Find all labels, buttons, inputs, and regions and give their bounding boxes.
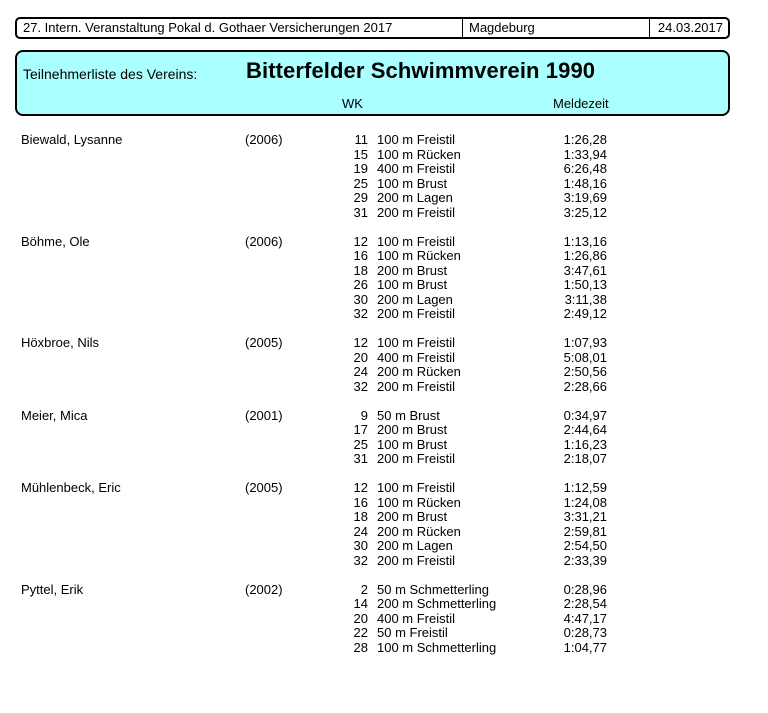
entry-event: 200 m Brust xyxy=(377,262,448,278)
entry-event: 200 m Freistil xyxy=(377,552,456,568)
entry-wk-number: 14 xyxy=(353,596,368,611)
entry-event: 200 m Rücken xyxy=(377,523,461,539)
entry-row xyxy=(0,249,768,264)
entry-wk-number: 2 xyxy=(360,581,368,597)
entry-meldezeit: 1:26,28 xyxy=(563,132,607,147)
entry-row xyxy=(0,264,768,279)
entry-wk-number: 28 xyxy=(353,639,368,655)
entry-wk-number: 17 xyxy=(353,422,368,437)
entry-event: 100 m Rücken xyxy=(377,494,461,510)
athlete-list xyxy=(0,133,768,670)
entry-event: 50 m Brust xyxy=(377,407,440,423)
entry-event: 50 m Freistil xyxy=(377,625,448,640)
entry-event: 100 m Rücken xyxy=(377,248,461,263)
entry-wk-number: 22 xyxy=(353,625,368,640)
entry-event: 200 m Brust xyxy=(377,509,448,524)
column-header-wk: WK xyxy=(342,96,363,111)
entry-row xyxy=(0,583,768,598)
entry-wk-number: 26 xyxy=(353,277,368,292)
entry-wk-number: 12 xyxy=(353,480,368,495)
entry-row xyxy=(0,206,768,221)
entry-event: 200 m Lagen xyxy=(377,291,453,307)
entry-row xyxy=(0,307,768,322)
entry-meldezeit: 1:33,94 xyxy=(563,146,607,162)
entry-meldezeit: 3:19,69 xyxy=(563,190,607,205)
entry-event: 200 m Freistil xyxy=(377,451,456,466)
athlete-block xyxy=(0,409,768,467)
athlete-birth-year: (2001) xyxy=(245,407,283,423)
athlete-block xyxy=(0,481,768,568)
entry-event: 100 m Brust xyxy=(377,175,448,191)
entry-wk-number: 32 xyxy=(353,552,368,568)
entry-event: 200 m Lagen xyxy=(377,190,453,205)
club-header-box xyxy=(15,50,730,116)
entry-event: 400 m Freistil xyxy=(377,161,456,176)
entry-row xyxy=(0,365,768,380)
entry-wk-number: 32 xyxy=(353,378,368,394)
athlete-birth-year: (2006) xyxy=(245,233,283,249)
entry-event: 200 m Freistil xyxy=(377,306,456,321)
athlete-block xyxy=(0,235,768,322)
entry-row xyxy=(0,612,768,627)
entry-row xyxy=(0,496,768,511)
entry-row xyxy=(0,510,768,525)
entry-wk-number: 30 xyxy=(353,291,368,307)
entry-meldezeit: 2:50,56 xyxy=(563,364,607,379)
entry-meldezeit: 0:28,73 xyxy=(563,625,607,640)
entry-meldezeit: 2:28,66 xyxy=(563,378,607,394)
entry-event: 100 m Freistil xyxy=(377,233,456,249)
entry-meldezeit: 2:54,50 xyxy=(563,538,607,553)
entry-row xyxy=(0,423,768,438)
entry-meldezeit: 6:26,48 xyxy=(563,161,607,176)
entry-meldezeit: 2:33,39 xyxy=(563,552,607,568)
entry-wk-number: 20 xyxy=(353,349,368,365)
athlete-name: Böhme, Ole xyxy=(21,233,90,249)
club-label: Teilnehmerliste des Vereins: xyxy=(23,66,198,82)
entry-wk-number: 16 xyxy=(353,494,368,510)
athlete-name: Mühlenbeck, Eric xyxy=(21,480,121,495)
entry-meldezeit: 1:13,16 xyxy=(563,233,607,249)
event-title: 27. Intern. Veranstaltung Pokal d. Gothaer Versicherungen 2017 xyxy=(17,19,463,37)
entry-meldezeit: 4:47,17 xyxy=(563,610,607,626)
entry-wk-number: 30 xyxy=(353,538,368,553)
entry-wk-number: 24 xyxy=(353,523,368,539)
entry-event: 200 m Freistil xyxy=(377,378,456,394)
entry-row xyxy=(0,409,768,424)
document-header-bar xyxy=(15,17,730,39)
entry-row xyxy=(0,278,768,293)
entry-meldezeit: 2:49,12 xyxy=(563,306,607,321)
entry-row xyxy=(0,481,768,496)
entry-meldezeit: 0:34,97 xyxy=(563,407,607,423)
entry-row xyxy=(0,626,768,641)
entry-event: 100 m Brust xyxy=(377,277,448,292)
athlete-birth-year: (2006) xyxy=(245,132,283,147)
entry-wk-number: 9 xyxy=(360,407,368,423)
entry-meldezeit: 2:59,81 xyxy=(563,523,607,539)
athlete-name: Pyttel, Erik xyxy=(21,581,84,597)
entry-meldezeit: 5:08,01 xyxy=(563,349,607,365)
entry-meldezeit: 1:07,93 xyxy=(563,335,607,350)
entry-meldezeit: 1:04,77 xyxy=(563,639,607,655)
entry-meldezeit: 1:26,86 xyxy=(563,248,607,263)
entry-event: 200 m Freistil xyxy=(377,204,456,220)
entry-event: 100 m Freistil xyxy=(377,132,456,147)
entry-row xyxy=(0,162,768,177)
entry-wk-number: 31 xyxy=(353,204,368,220)
entry-meldezeit: 1:24,08 xyxy=(563,494,607,510)
entry-event: 400 m Freistil xyxy=(377,349,456,365)
entry-row xyxy=(0,554,768,569)
entry-row xyxy=(0,351,768,366)
entry-meldezeit: 2:28,54 xyxy=(563,596,607,611)
column-header-meldezeit: Meldezeit xyxy=(553,96,609,111)
entry-wk-number: 19 xyxy=(353,161,368,176)
entry-row xyxy=(0,235,768,250)
athlete-birth-year: (2005) xyxy=(245,480,283,495)
athlete-block xyxy=(0,336,768,394)
entry-event: 400 m Freistil xyxy=(377,610,456,626)
club-name: Bitterfelder Schwimmverein 1990 xyxy=(246,58,596,83)
entry-row xyxy=(0,177,768,192)
entry-wk-number: 31 xyxy=(353,451,368,466)
entry-wk-number: 12 xyxy=(353,233,368,249)
entry-row xyxy=(0,133,768,148)
entry-row xyxy=(0,438,768,453)
athlete-block xyxy=(0,583,768,656)
entry-meldezeit: 3:25,12 xyxy=(563,204,607,220)
entry-event: 50 m Schmetterling xyxy=(377,581,489,597)
athlete-birth-year: (2002) xyxy=(245,581,283,597)
event-date: 24.03.2017 xyxy=(657,20,723,35)
entry-event: 200 m Brust xyxy=(377,422,448,437)
entry-meldezeit: 3:47,61 xyxy=(563,262,607,278)
entry-event: 200 m Lagen xyxy=(377,538,453,553)
entry-row xyxy=(0,525,768,540)
entry-event: 100 m Schmetterling xyxy=(377,639,497,655)
entry-event: 200 m Schmetterling xyxy=(377,596,497,611)
entry-meldezeit: 0:28,96 xyxy=(563,581,607,597)
entry-event: 100 m Freistil xyxy=(377,480,456,495)
athlete-block xyxy=(0,133,768,220)
athlete-name: Biewald, Lysanne xyxy=(21,132,123,147)
entry-wk-number: 18 xyxy=(353,262,368,278)
entry-wk-number: 20 xyxy=(353,610,368,626)
entry-wk-number: 11 xyxy=(354,132,368,147)
entry-row xyxy=(0,336,768,351)
entry-wk-number: 24 xyxy=(353,364,368,379)
entry-row xyxy=(0,148,768,163)
entry-event: 100 m Freistil xyxy=(377,335,456,350)
entry-row xyxy=(0,380,768,395)
athlete-name: Höxbroe, Nils xyxy=(21,335,100,350)
entry-wk-number: 29 xyxy=(353,190,368,205)
entry-row xyxy=(0,191,768,206)
entry-row xyxy=(0,293,768,308)
entry-event: 100 m Brust xyxy=(377,436,448,452)
entry-meldezeit: 3:11,38 xyxy=(564,291,607,307)
entry-wk-number: 12 xyxy=(353,335,368,350)
entry-meldezeit: 1:12,59 xyxy=(563,480,607,495)
entry-event: 100 m Rücken xyxy=(377,146,461,162)
entry-row xyxy=(0,452,768,467)
entry-wk-number: 25 xyxy=(353,436,368,452)
entry-wk-number: 16 xyxy=(353,248,368,263)
entry-meldezeit: 1:16,23 xyxy=(563,436,607,452)
entry-row xyxy=(0,597,768,612)
entry-meldezeit: 2:44,64 xyxy=(563,422,607,437)
entry-row xyxy=(0,641,768,656)
entry-meldezeit: 1:48,16 xyxy=(563,175,607,191)
entry-meldezeit: 1:50,13 xyxy=(563,277,607,292)
entry-wk-number: 15 xyxy=(353,146,368,162)
entry-meldezeit: 2:18,07 xyxy=(563,451,607,466)
athlete-birth-year: (2005) xyxy=(245,335,283,350)
event-city: Magdeburg xyxy=(463,19,650,37)
entry-row xyxy=(0,539,768,554)
entry-wk-number: 25 xyxy=(353,175,368,191)
entry-event: 200 m Rücken xyxy=(377,364,461,379)
athlete-name: Meier, Mica xyxy=(21,407,88,423)
entry-wk-number: 18 xyxy=(353,509,368,524)
entry-meldezeit: 3:31,21 xyxy=(563,509,607,524)
entry-wk-number: 32 xyxy=(353,306,368,321)
